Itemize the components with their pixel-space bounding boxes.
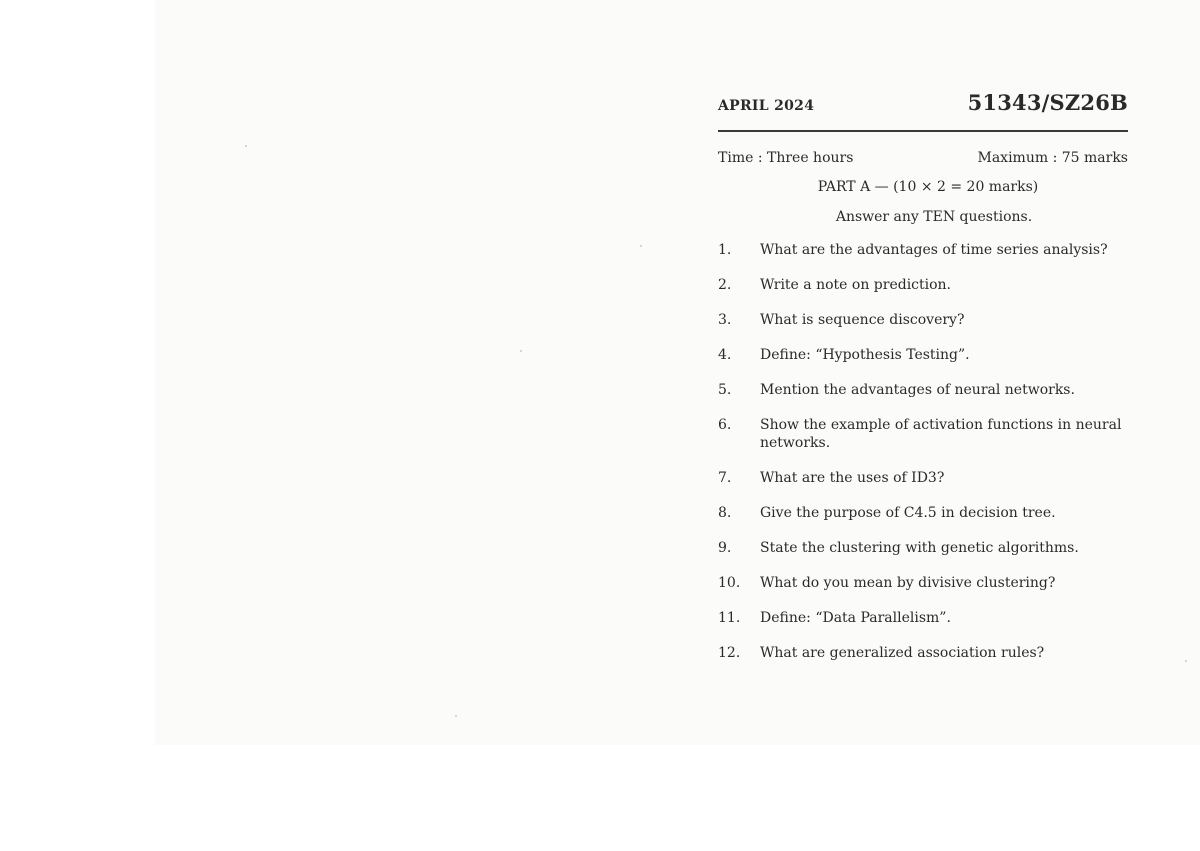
question-number: 6.: [718, 417, 732, 433]
question-item: [718, 381, 1128, 399]
question-item: [718, 416, 1128, 452]
question-list: [718, 241, 1128, 662]
question-number: 11.: [718, 610, 741, 626]
question-text: State the clustering with genetic algorithms.: [760, 540, 1079, 556]
question-text: Define: “Data Parallelism”.: [760, 610, 951, 626]
question-text: What are the advantages of time series analysis?: [760, 242, 1108, 258]
question-item: [718, 644, 1128, 662]
exam-date: APRIL 2024: [718, 98, 815, 114]
question-item: [718, 276, 1128, 294]
paper-header: [718, 90, 1128, 126]
question-text: Mention the advantages of neural networks.: [760, 382, 1075, 398]
question-paper: [718, 90, 1128, 679]
header-rule: [718, 130, 1128, 132]
question-number: 12.: [718, 645, 741, 661]
question-number: 7.: [718, 470, 732, 486]
scan-speck: [1185, 660, 1187, 662]
scan-speck: [640, 245, 642, 247]
question-number: 4.: [718, 347, 732, 363]
question-text: What do you mean by divisive clustering?: [760, 575, 1056, 591]
question-item: [718, 504, 1128, 522]
time-allowed: Time : Three hours: [718, 150, 854, 166]
question-item: [718, 469, 1128, 487]
question-number: 1.: [718, 242, 732, 258]
question-item: [718, 539, 1128, 557]
question-text: What are the uses of ID3?: [760, 470, 945, 486]
question-item: [718, 311, 1128, 329]
part-instruction: Answer any TEN questions.: [835, 209, 1033, 225]
scan-speck: [245, 145, 247, 147]
scan-speck: [455, 715, 457, 717]
question-item: [718, 241, 1128, 259]
part-title: PART A — (10 × 2 = 20 marks): [817, 179, 1039, 195]
question-number: 9.: [718, 540, 732, 556]
question-text: Define: “Hypothesis Testing”.: [760, 347, 970, 363]
question-text: What is sequence discovery?: [760, 312, 965, 328]
question-item: [718, 346, 1128, 364]
question-text: What are generalized association rules?: [760, 645, 1045, 661]
question-text: Show the example of activation functions in neural networks.: [760, 417, 1122, 451]
question-number: 10.: [718, 575, 741, 591]
paper-code: 51343/SZ26B: [967, 90, 1128, 115]
question-number: 5.: [718, 382, 732, 398]
question-item: [718, 574, 1128, 592]
scan-speck: [520, 350, 522, 352]
question-number: 2.: [718, 277, 732, 293]
question-number: 8.: [718, 505, 732, 521]
question-text: Give the purpose of C4.5 in decision tree.: [760, 505, 1056, 521]
exam-meta: [718, 150, 1128, 166]
question-item: [718, 609, 1128, 627]
question-number: 3.: [718, 312, 732, 328]
maximum-marks: Maximum : 75 marks: [977, 150, 1128, 166]
question-text: Write a note on prediction.: [760, 277, 952, 293]
